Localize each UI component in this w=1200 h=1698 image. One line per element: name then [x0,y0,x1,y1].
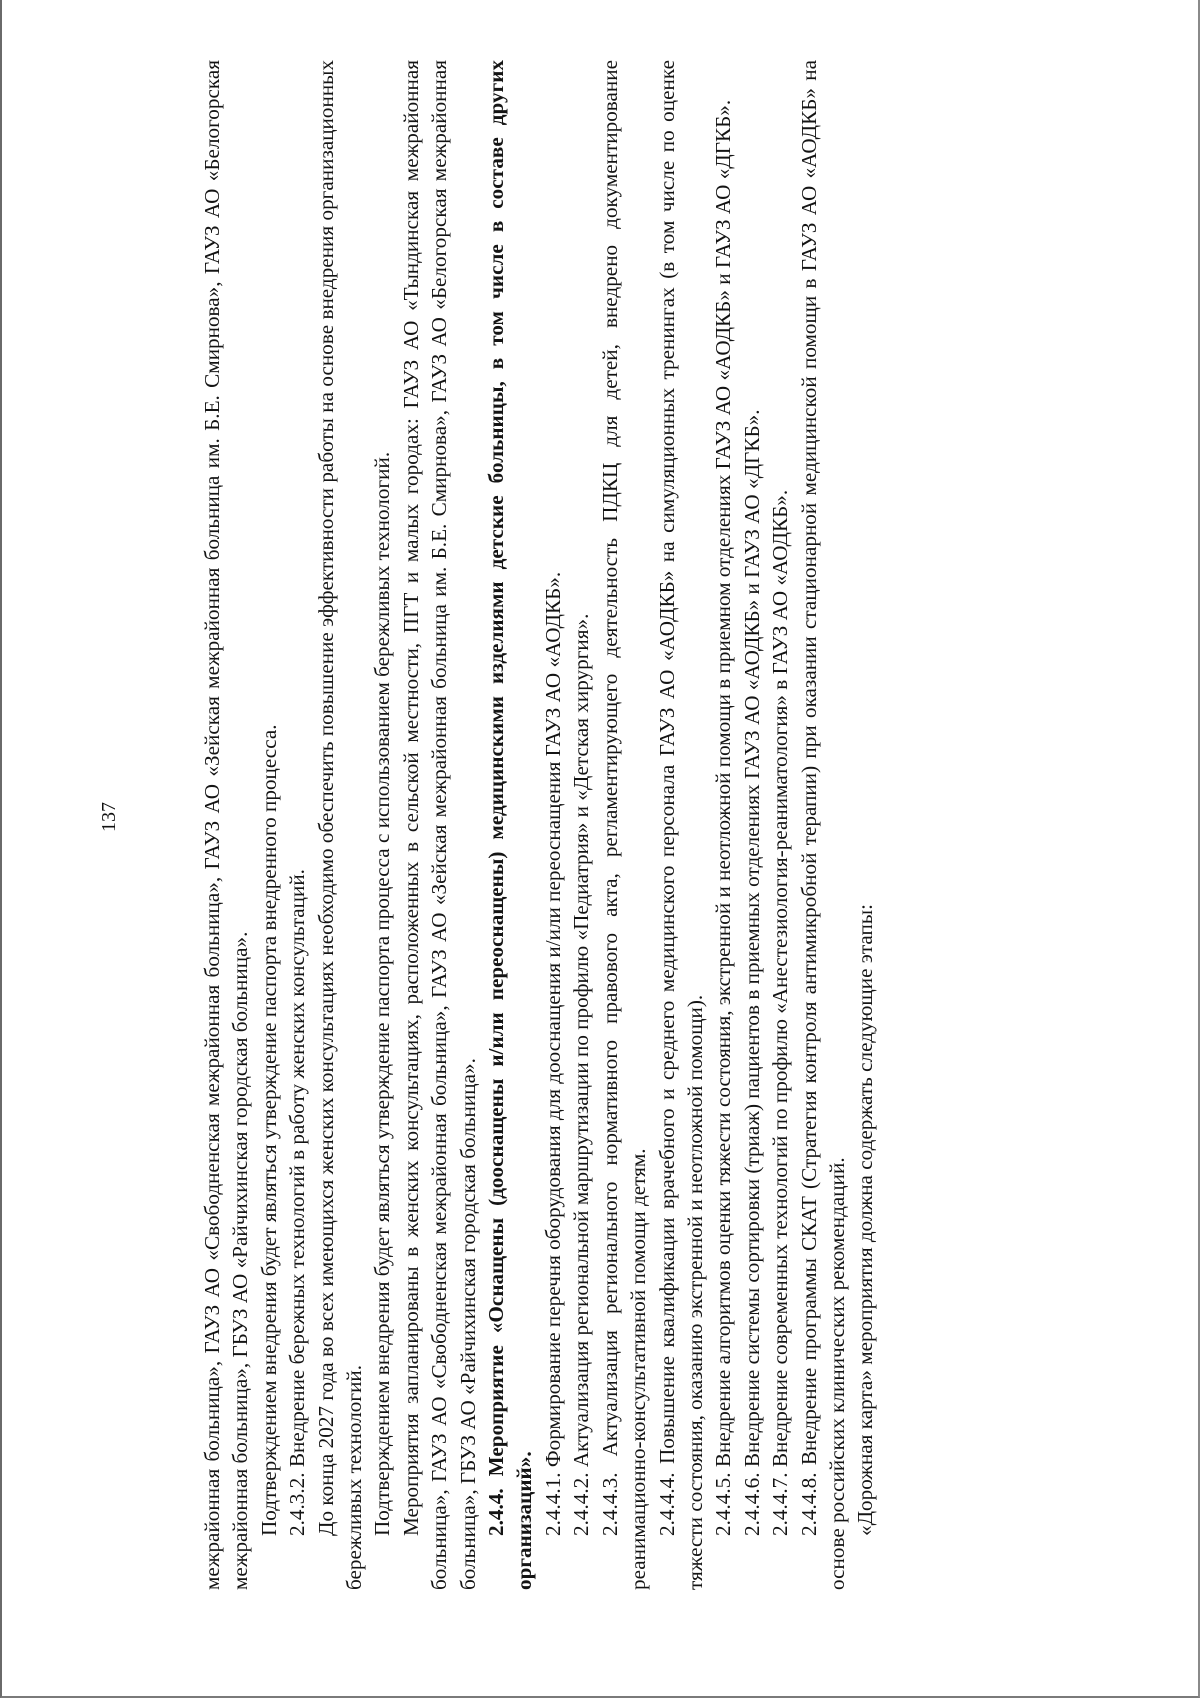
paragraph-2-4-3-2: 2.4.3.2. Внедрение бережных технологий в работу женских консультаций. [285,869,310,1536]
paragraph-deadline-2027: До конца 2027 года во всех имеющихся женских консультациях необходимо обеспечить повышение эффективности работы на основе внедрения организационных бережливых технологий. [313,60,367,1590]
paragraph-2-4-4-1: 2.4.4.1. Формирование перечня оборудования для дооснащения и/или переоснащения ГАУЗ АО «АОДКБ». [540,571,565,1536]
paragraph-roadmap: «Дорожная карта» мероприятия должна содержать следующие этапы: [853,904,878,1536]
paragraph-measures-planned: Мероприятия запланированы в женских консультациях, расположенных в сельской местности, ПГТ и малых городах: ГАУЗ АО «Тындинская межрайонная больница», ГАУЗ АО «Свободненская межрайонная больница», ГАУЗ АО «Зейская межрайонная больница им. Б.Е. Смирнова», ГАУЗ АО «Белогорская межрайонная больница», ГБУЗ АО «Райчихинская городская больница». [398,60,480,1590]
paragraph-2-4-4-4: 2.4.4.4. Повышение квалификации врачебного и среднего медицинского персонала ГАУЗ АО «АОДКБ» на симуляционных тренингах (в том числе по оценке тяжести состояния, оказанию экстренной и неотложной помощи). [654,60,707,1590]
paragraph-2-4-4-6: 2.4.4.6. Внедрение системы сортировки (триаж) пациентов в приемных отделениях ГАУЗ АО «АОДКБ» и ГАУЗ АО «ДГКБ». [739,409,764,1536]
paragraph-2-4-4-2: 2.4.4.2. Актуализация региональной маршрутизации по профилю «Педиатрия» и «Детская хирургия». [569,613,594,1536]
paragraph-2-4-4-8: 2.4.4.8. Внедрение программы СКАТ (Стратегия контроля антимикробной терапии) при оказании стационарной медицинской помощи в ГАУЗ АО «АОДКБ» на основе российских клинических рекомендаций. [796,60,849,1590]
paragraph-2-4-4-7: 2.4.4.7. Внедрение современных технологий по профилю «Анестезиология-реаниматология» в ГАУЗ АО «АОДКБ». [768,489,793,1536]
section-heading-2-4-4: 2.4.4. Мероприятие «Оснащены (дооснащены и/или переоснащены) медицинскими изделиями детские больницы, в том числе в составе других организаций». [484,60,537,1590]
document-body [198,60,1008,1590]
paragraph-confirmation-2: Подтверждением внедрения будет являться утверждение паспорта процесса с использованием бережливых технологий. [370,451,395,1536]
page-number: 137 [98,802,120,832]
paragraph-2-4-4-5: 2.4.4.5. Внедрение алгоритмов оценки тяжести состояния, экстренной и неотложной помощи в приемном отделениях ГАУЗ АО «АОДКБ» и ГАУЗ АО «ДГКБ». [711,99,736,1536]
paragraph-2-4-4-3: 2.4.4.3. Актуализация регионального нормативного правового акта, регламентирующего деятельность ПДКЦ для детей, внедрено документирование реанимационно-консультативной помощи детям. [597,60,651,1590]
paragraph-hospitals-list: межрайонная больница», ГАУЗ АО «Свободненская межрайонная больница», ГАУЗ АО «Зейская межрайонная больница им. Б.Е. Смирнова», ГАУЗ АО «Белогорская межрайонная больница», ГБУЗ АО «Райчихинская городская больница». [200,60,253,1590]
paragraph-confirmation-1: Подтверждением внедрения будет являться утверждение паспорта внедренного процесса. [256,724,281,1536]
